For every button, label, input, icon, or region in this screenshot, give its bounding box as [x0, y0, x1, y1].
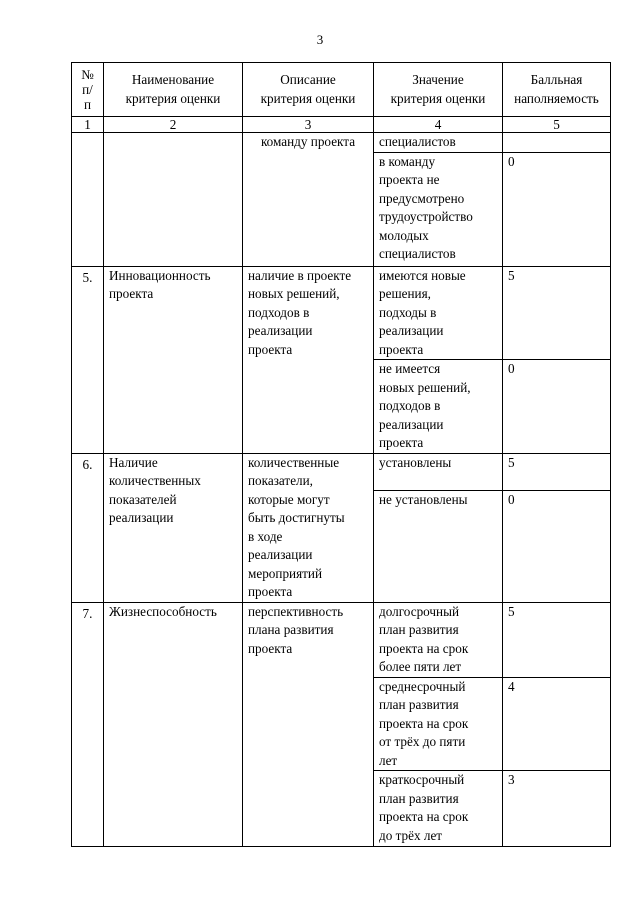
description-cell: наличие в проекте новых решений, подходов в реализации проекта — [243, 266, 374, 453]
score-cell: 3 — [503, 771, 611, 847]
description-cell: команду проекта — [243, 133, 374, 267]
score-cell: 5 — [503, 453, 611, 490]
description-cell: перспективность плана развития проекта — [243, 602, 374, 847]
num-cell: 5. — [72, 266, 104, 453]
header-row — [72, 63, 611, 117]
value-cell: установлены — [374, 453, 503, 490]
table-row — [72, 602, 611, 677]
criteria-table — [71, 62, 611, 847]
name-cell: Наличие количественных показателей реализации — [104, 453, 243, 602]
page-number: 3 — [316, 32, 324, 47]
value-cell: не установлены — [374, 490, 503, 602]
description-cell: количественные показатели, которые могут быть достигнуты в ходе реализации мероприятий проекта — [243, 453, 374, 602]
header-name: Наименование критерия оценки — [104, 63, 243, 117]
score-cell: 0 — [503, 152, 611, 266]
score-cell: 5 — [503, 266, 611, 360]
header-num: № п/ п — [72, 63, 104, 117]
name-cell: Жизнеспособность — [104, 602, 243, 847]
score-cell: 0 — [503, 490, 611, 602]
score-cell — [503, 133, 611, 153]
column-number: 3 — [243, 117, 374, 133]
value-cell: в команду проекта не предусмотрено трудоустройство молодых специалистов — [374, 152, 503, 266]
table-row — [72, 453, 611, 490]
score-cell: 5 — [503, 602, 611, 677]
column-number: 5 — [503, 117, 611, 133]
column-number: 4 — [374, 117, 503, 133]
num-cell: 7. — [72, 602, 104, 847]
num-cell: 6. — [72, 453, 104, 602]
column-numbers-row — [72, 117, 611, 133]
value-cell: долгосрочный план развития проекта на срок более пяти лет — [374, 602, 503, 677]
value-cell: не имеется новых решений, подходов в реализации проекта — [374, 360, 503, 454]
value-cell: краткосрочный план развития проекта на срок до трёх лет — [374, 771, 503, 847]
name-cell: Инновационность проекта — [104, 266, 243, 453]
header-description: Описание критерия оценки — [243, 63, 374, 117]
header-value: Значение критерия оценки — [374, 63, 503, 117]
name-cell — [104, 133, 243, 267]
column-number: 1 — [72, 117, 104, 133]
value-cell: среднесрочный план развития проекта на срок от трёх до пяти лет — [374, 677, 503, 771]
score-cell: 4 — [503, 677, 611, 771]
column-number: 2 — [104, 117, 243, 133]
table-row — [72, 133, 611, 153]
value-cell: имеются новые решения, подходы в реализации проекта — [374, 266, 503, 360]
header-score: Балльная наполняемость — [503, 63, 611, 117]
score-cell: 0 — [503, 360, 611, 454]
value-cell: специалистов — [374, 133, 503, 153]
table-row — [72, 266, 611, 360]
num-cell — [72, 133, 104, 267]
